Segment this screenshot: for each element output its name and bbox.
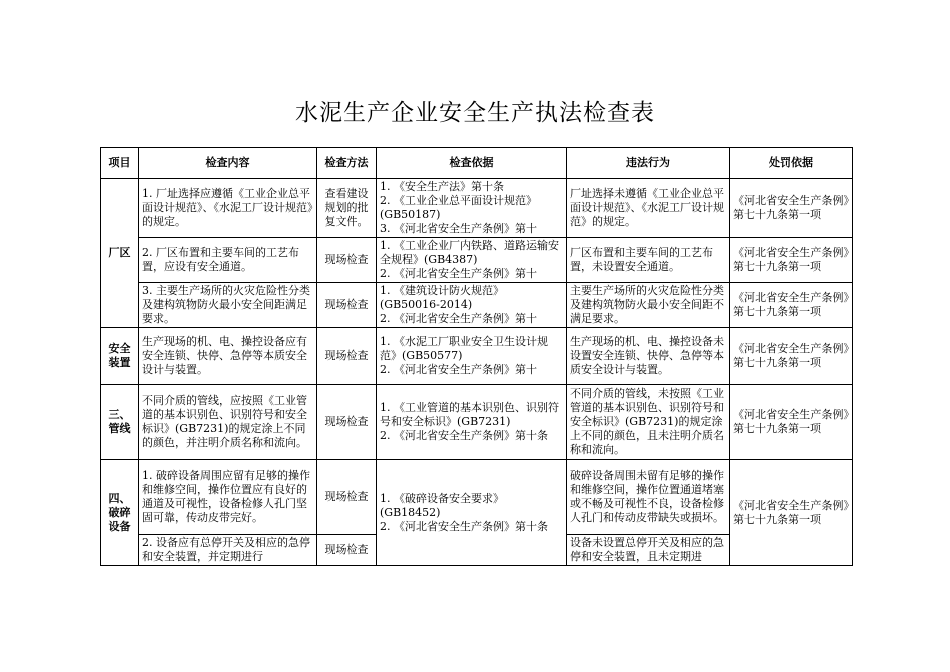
table-row [101, 385, 853, 460]
check-content: 2. 设备应有总停开关及相应的急停和安全装置，并定期进行 [139, 535, 317, 566]
check-content: 1. 厂址选择应遵循《工业企业总平面设计规范》、《水泥工厂设计规范》的规定。 [139, 179, 317, 238]
check-method: 查看建设规划的批复文件。 [317, 179, 377, 238]
table-row [101, 238, 853, 283]
check-content: 2. 厂区布置和主要车间的工艺布置，应设有安全通道。 [139, 238, 317, 283]
header-item: 项目 [101, 148, 139, 179]
basis-line: 1. 《工业企业厂内铁路、道路运输安全规程》(GB4387) [380, 239, 559, 266]
basis-line: 2. 《河北省安全生产条例》第十 [380, 312, 537, 325]
basis-line: 1. 《建筑设计防火规范》(GB50016-2014) [380, 284, 504, 311]
check-content: 1. 破碎设备周围应留有足够的操作和维修空间，操作位置应有良好的通道及可视性，设备检修人孔门坚固可靠，传动皮带完好。 [139, 460, 317, 535]
basis-line: 1. 《安全生产法》第十条 [380, 180, 504, 193]
section-label: 四、破碎设备 [101, 460, 139, 566]
header-method: 检查方法 [317, 148, 377, 179]
header-penalty: 处罚依据 [730, 148, 853, 179]
violation: 主要生产场所的火灾危险性分类及建构筑物防火最小安全间距不满足要求。 [567, 283, 730, 328]
basis-line: 2. 《河北省安全生产条例》第十条 [380, 429, 548, 442]
basis-line: 2. 《河北省安全生产条例》第十 [380, 267, 537, 280]
check-basis [377, 460, 567, 566]
table-header-row [101, 148, 853, 179]
basis-line: 2. 《河北省安全生产条例》第十 [380, 363, 537, 376]
check-method: 现场检查 [317, 238, 377, 283]
basis-line: 1. 《水泥工厂职业安全卫生设计规范》(GB50577) [380, 335, 548, 362]
check-method: 现场检查 [317, 460, 377, 535]
violation: 厂址选择未遵循《工业企业总平面设计规范》、《水泥工厂设计规范》的规定。 [567, 179, 730, 238]
penalty-basis: 《河北省安全生产条例》第七十九条第一项 [730, 283, 853, 328]
check-method: 现场检查 [317, 385, 377, 460]
table-row [101, 179, 853, 238]
violation: 厂区布置和主要车间的工艺布置，未设置安全通道。 [567, 238, 730, 283]
table-row [101, 460, 853, 535]
section-label: 厂区 [101, 179, 139, 328]
violation: 生产现场的机、电、操控设备未设置安全连锁、快停、急停等本质安全设计与装置。 [567, 328, 730, 385]
penalty-basis: 《河北省安全生产条例》第七十九条第一项 [730, 385, 853, 460]
violation: 破碎设备周围未留有足够的操作和维修空间，操作位置通道堵塞或不畅及可视性不良，设备检修人孔门和传动皮带缺失或损坏。 [567, 460, 730, 535]
check-basis [377, 179, 567, 238]
basis-line: 2. 《河北省安全生产条例》第十条 [380, 519, 548, 533]
basis-line: 1. 《破碎设备安全要求》(GB18452) [380, 491, 504, 519]
header-basis: 检查依据 [377, 148, 567, 179]
check-method: 现场检查 [317, 283, 377, 328]
inspection-table [100, 147, 853, 566]
table-row [101, 328, 853, 385]
section-label: 安全装置 [101, 328, 139, 385]
basis-line: 1. 《工业管道的基本识别色、识别符号和安全标识》(GB7231) [380, 401, 559, 428]
check-basis [377, 238, 567, 283]
penalty-basis: 《河北省安全生产条例》第七十九条第一项 [730, 238, 853, 283]
check-basis [377, 328, 567, 385]
check-basis [377, 385, 567, 460]
basis-line: 2. 《工业企业总平面设计规范》(GB50187) [380, 194, 537, 221]
violation: 设备未设置总停开关及相应的急停和安全装置，且未定期进 [567, 535, 730, 566]
penalty-basis: 《河北省安全生产条例》第七十九条第一项 [730, 328, 853, 385]
section-label: 三、管线 [101, 385, 139, 460]
check-content: 3. 主要生产场所的火灾危险性分类及建构筑物防火最小安全间距满足要求。 [139, 283, 317, 328]
check-content: 不同介质的管线，应按照《工业管道的基本识别色、识别符号和安全标识》(GB7231)的规定涂上不同的颜色，并注明介质名称和流向。 [139, 385, 317, 460]
check-method: 现场检查 [317, 535, 377, 566]
check-content: 生产现场的机、电、操控设备应有安全连锁、快停、急停等本质安全设计与装置。 [139, 328, 317, 385]
check-method: 现场检查 [317, 328, 377, 385]
check-basis [377, 283, 567, 328]
violation: 不同介质的管线，未按照《工业管道的基本识别色、识别符号和安全标识》(GB7231)的规定涂上不同的颜色，且未注明介质名称和流向。 [567, 385, 730, 460]
penalty-basis: 《河北省安全生产条例》第七十九条第一项 [730, 179, 853, 238]
header-violation: 违法行为 [567, 148, 730, 179]
header-content: 检查内容 [139, 148, 317, 179]
penalty-basis: 《河北省安全生产条例》第七十九条第一项 [730, 460, 853, 566]
page-title: 水泥生产企业安全生产执法检查表 [295, 100, 655, 126]
basis-line: 3. 《河北省安全生产条例》第十 [380, 222, 537, 235]
table-row [101, 283, 853, 328]
